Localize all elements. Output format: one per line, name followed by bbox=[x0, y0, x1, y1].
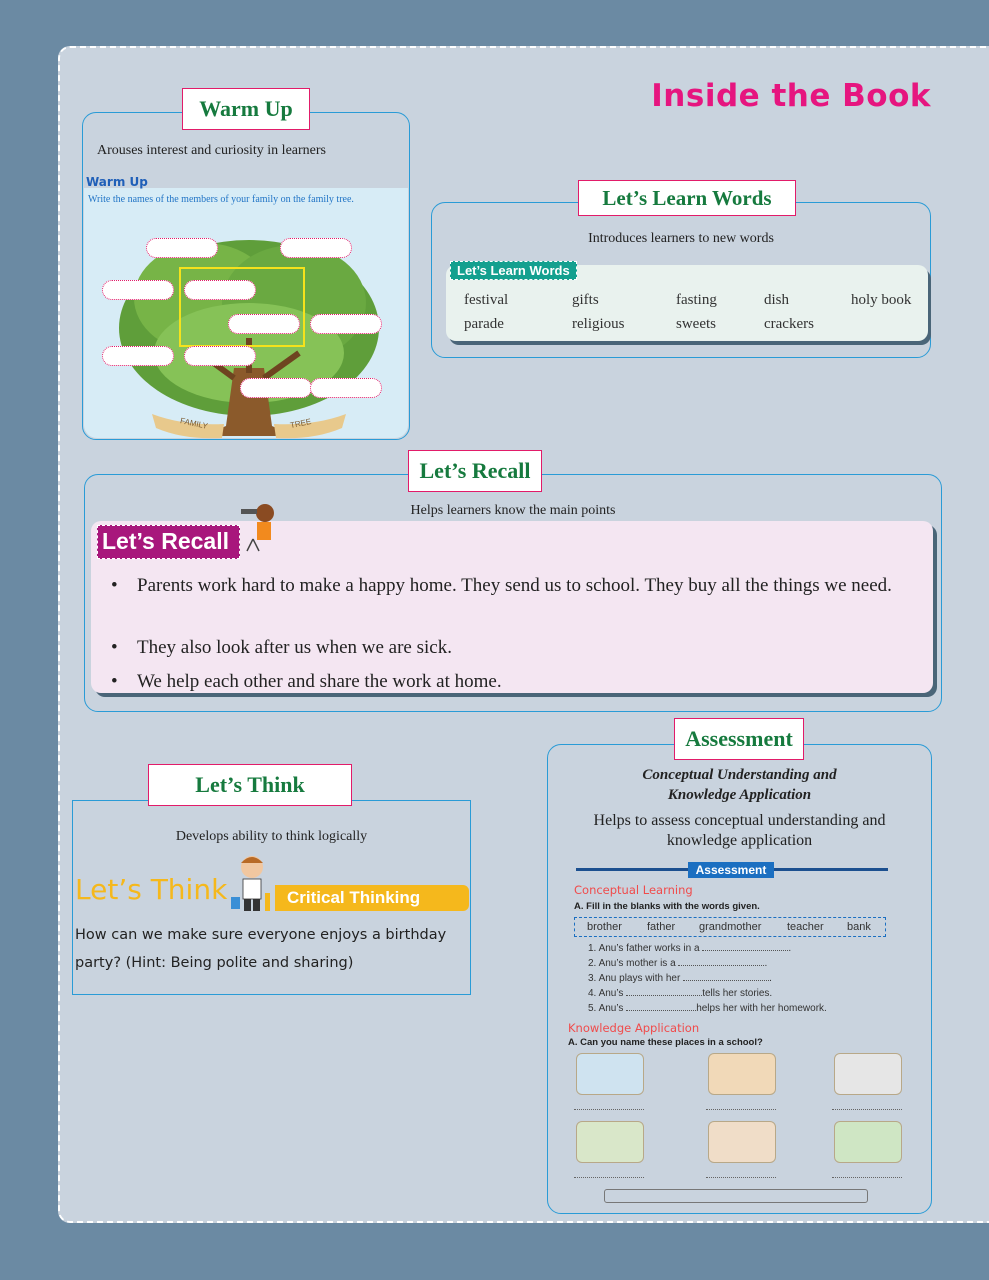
fill-blank-text: . bbox=[764, 958, 768, 969]
family-ribbon-right: TREE bbox=[289, 416, 313, 431]
words-card bbox=[446, 265, 928, 341]
word-item: religious bbox=[572, 316, 625, 332]
word-item: crackers bbox=[764, 316, 814, 332]
think-tab: Let’s Think bbox=[148, 764, 352, 806]
answer-line[interactable] bbox=[706, 1109, 776, 1110]
warm-up-box bbox=[82, 112, 410, 440]
school-place-picture bbox=[576, 1121, 644, 1163]
word-item: sweets bbox=[676, 316, 716, 332]
word-item: gifts bbox=[572, 292, 599, 308]
think-box bbox=[72, 800, 471, 995]
conceptual-question: A. Fill in the blanks with the words given. bbox=[574, 901, 760, 912]
warm-up-tab: Warm Up bbox=[182, 88, 310, 130]
kid-thinking-icon bbox=[229, 853, 275, 913]
word-item: dish bbox=[764, 292, 790, 308]
fill-blank-text: . bbox=[769, 973, 772, 984]
blank-line[interactable] bbox=[678, 965, 764, 966]
fill-blank-text: 3. Anu plays with her bbox=[588, 973, 681, 984]
word-bank-item: teacher bbox=[787, 921, 824, 933]
name-box[interactable] bbox=[184, 280, 256, 300]
school-place-picture bbox=[708, 1053, 776, 1095]
fill-blank-text: 2. Anu’s mother is a bbox=[588, 958, 676, 969]
family-tree-sample bbox=[84, 175, 408, 438]
fill-blank-item bbox=[588, 973, 772, 984]
word-item: holy book bbox=[851, 292, 912, 308]
word-item: parade bbox=[464, 316, 504, 332]
blank-line[interactable] bbox=[626, 995, 702, 996]
fill-blank-text: . bbox=[788, 943, 792, 954]
assessment-subtitle-line: Knowledge Application bbox=[667, 787, 812, 803]
answer-line[interactable] bbox=[574, 1177, 644, 1178]
name-box[interactable] bbox=[310, 378, 382, 398]
recall-sample-heading: Let’s Recall bbox=[97, 525, 240, 559]
learn-words-description: Introduces learners to new words bbox=[588, 231, 774, 246]
family-ribbon-left: FAMILY bbox=[179, 416, 209, 431]
word-item: fasting bbox=[676, 292, 717, 308]
answer-line[interactable] bbox=[832, 1177, 902, 1178]
fill-blank-text: tells her stories. bbox=[702, 988, 773, 999]
learn-words-box bbox=[431, 202, 931, 358]
fill-blank-text: 1. Anu’s father works in a bbox=[588, 943, 700, 954]
name-box[interactable] bbox=[102, 280, 174, 300]
answer-bar bbox=[604, 1189, 868, 1203]
page-title: Inside the Book bbox=[651, 78, 931, 114]
name-box[interactable] bbox=[102, 346, 174, 366]
recall-bullet bbox=[111, 635, 452, 661]
word-bank bbox=[574, 917, 886, 937]
fill-blank-item bbox=[588, 1003, 827, 1014]
think-sample-heading: Let’s Think bbox=[75, 873, 228, 906]
name-box[interactable] bbox=[310, 314, 382, 334]
fill-blank-item bbox=[588, 988, 772, 999]
word-bank-item: father bbox=[647, 921, 676, 933]
think-question: How can we make sure everyone enjoys a birthday party? (Hint: Being polite and sharing) bbox=[75, 927, 447, 971]
answer-line[interactable] bbox=[832, 1109, 902, 1110]
learn-words-sample-heading: Let’s Learn Words bbox=[450, 261, 577, 280]
fill-blank-item bbox=[588, 958, 767, 969]
fill-blank-item bbox=[588, 943, 791, 954]
critical-thinking-bar: Critical Thinking bbox=[275, 885, 469, 911]
fill-blank-text: 4. Anu’s bbox=[588, 988, 624, 999]
knowledge-question: A. Can you name these places in a school? bbox=[568, 1037, 763, 1048]
recall-description: Helps learners know the main points bbox=[410, 503, 616, 518]
word-item: festival bbox=[464, 292, 509, 308]
recall-box bbox=[84, 474, 942, 712]
warm-up-sample-heading: Warm Up bbox=[86, 175, 148, 189]
blank-line[interactable] bbox=[683, 980, 769, 981]
word-bank-item: bank bbox=[847, 921, 871, 933]
assessment-subtitle bbox=[548, 765, 931, 805]
recall-bullet-text: They also look after us when we are sick. bbox=[137, 637, 452, 658]
name-box[interactable] bbox=[146, 238, 218, 258]
recall-bullet-text: Parents work hard to make a happy home. They send us to school. They buy all the things we need. bbox=[137, 575, 892, 596]
assessment-subtitle-line: Conceptual Understanding and bbox=[642, 767, 837, 783]
recall-bullet bbox=[111, 573, 911, 599]
think-description: Develops ability to think logically bbox=[175, 829, 368, 844]
assessment-tab: Assessment bbox=[674, 718, 804, 760]
fill-blank-text: helps her with her homework. bbox=[696, 1003, 827, 1014]
learn-words-tab: Let’s Learn Words bbox=[578, 180, 796, 216]
assessment-description-line: Helps to assess conceptual understanding and bbox=[593, 812, 886, 829]
warm-up-instruction: Write the names of the members of your family on the family tree. bbox=[88, 194, 354, 205]
name-box[interactable] bbox=[184, 346, 256, 366]
blank-line[interactable] bbox=[626, 1010, 696, 1011]
assessment-box bbox=[547, 744, 932, 1214]
assessment-description-line: knowledge application bbox=[666, 832, 813, 849]
recall-bullet-text: We help each other and share the work at home. bbox=[137, 671, 502, 692]
school-place-picture bbox=[708, 1121, 776, 1163]
recall-tab: Let’s Recall bbox=[408, 450, 542, 492]
fill-blank-text: 5. Anu’s bbox=[588, 1003, 624, 1014]
assessment-description bbox=[548, 811, 931, 851]
school-place-picture bbox=[834, 1053, 902, 1095]
answer-line[interactable] bbox=[706, 1177, 776, 1178]
blank-line[interactable] bbox=[702, 950, 788, 951]
name-box[interactable] bbox=[280, 238, 352, 258]
school-place-picture bbox=[576, 1053, 644, 1095]
warm-up-description: Arouses interest and curiosity in learners bbox=[97, 143, 326, 158]
kid-telescope-icon bbox=[239, 501, 279, 551]
conceptual-learning-title: Conceptual Learning bbox=[574, 883, 693, 897]
school-place-picture bbox=[834, 1121, 902, 1163]
word-bank-item: grandmother bbox=[699, 921, 762, 933]
name-box[interactable] bbox=[228, 314, 300, 334]
knowledge-application-title: Knowledge Application bbox=[568, 1021, 700, 1035]
recall-card bbox=[91, 521, 933, 693]
name-box[interactable] bbox=[240, 378, 312, 398]
recall-bullet bbox=[111, 669, 502, 695]
answer-line[interactable] bbox=[574, 1109, 644, 1110]
word-bank-item: brother bbox=[587, 921, 622, 933]
assessment-badge: Assessment bbox=[688, 862, 774, 878]
